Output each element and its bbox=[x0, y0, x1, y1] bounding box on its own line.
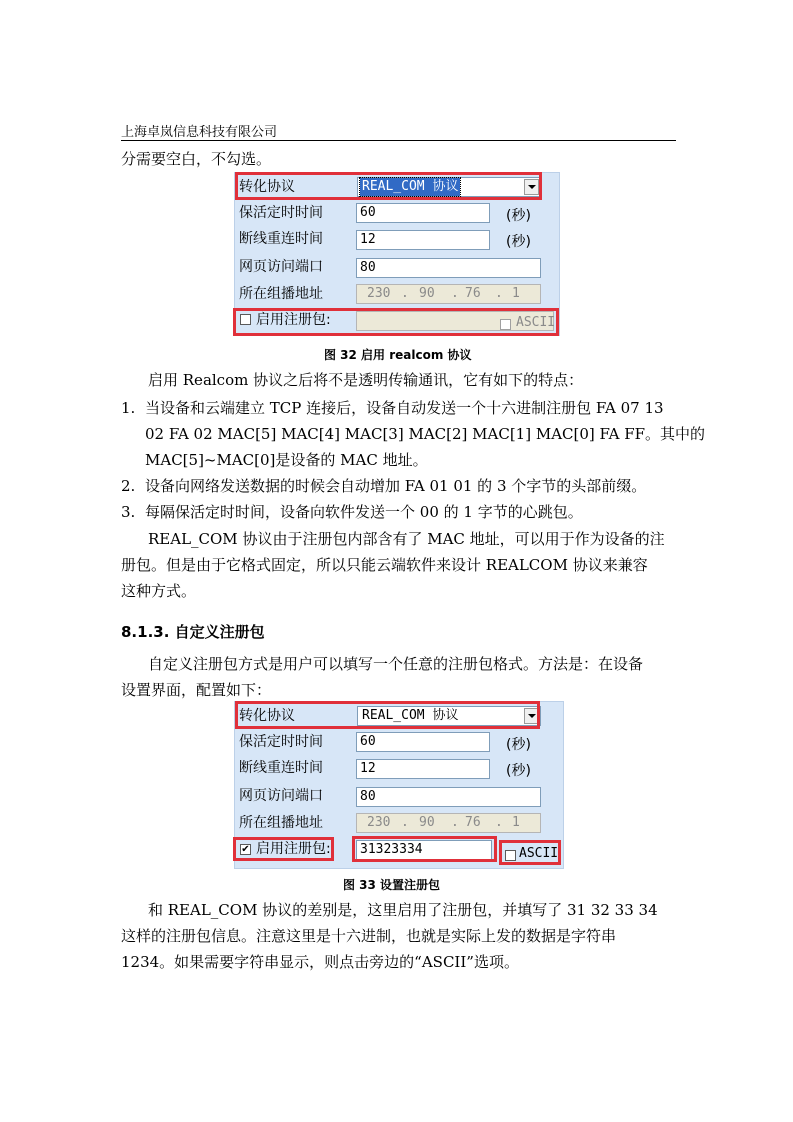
multicast-ip-input bbox=[356, 284, 541, 304]
list-item-line: 设备向网络发送数据的时候会自动增加 FA 01 01 的 3 个字节的头部前缀。 bbox=[145, 477, 647, 495]
paragraph-line: 和 REAL_COM 协议的差别是，这里启用了注册包，并填写了 31 32 33 34 bbox=[148, 901, 658, 919]
paragraph-line: REAL_COM 协议由于注册包内部含有了 MAC 地址，可以用于作为设备的注 bbox=[148, 530, 665, 548]
keepalive-unit: (秒) bbox=[506, 208, 531, 224]
ascii-label: ASCII bbox=[519, 846, 559, 861]
ip-dot: . bbox=[495, 286, 503, 301]
register-label: 启用注册包: bbox=[256, 841, 331, 857]
ip-octet: 230 bbox=[367, 815, 391, 830]
paragraph: 启用 Realcom 协议之后将不是透明传输通讯，它有如下的特点： bbox=[148, 371, 584, 389]
figure-caption-33: 图 33 设置注册包 bbox=[343, 878, 441, 892]
reconnect-unit: (秒) bbox=[506, 234, 531, 250]
list-item-line: 当设备和云端建立 TCP 连接后，设备自动发送一个十六进制注册包 FA 07 13 bbox=[145, 399, 664, 417]
register-input[interactable]: 31323334 bbox=[356, 840, 492, 860]
reconnect-unit: (秒) bbox=[506, 763, 531, 779]
paragraph-line: 自定义注册包方式是用户可以填写一个任意的注册包格式。方法是：在设备 bbox=[148, 655, 644, 673]
ascii-label: ASCII bbox=[516, 315, 556, 330]
keepalive-input[interactable]: 60 bbox=[356, 203, 490, 223]
keepalive-label: 保活定时时间 bbox=[239, 205, 323, 221]
header-divider bbox=[121, 140, 676, 141]
reconnect-label: 断线重连时间 bbox=[239, 760, 323, 776]
highlight-register-value bbox=[352, 836, 497, 862]
ip-octet: 76 bbox=[465, 815, 481, 830]
paragraph-line: 1234。如果需要字符串显示，则点击旁边的“ASCII”选项。 bbox=[121, 953, 519, 971]
highlight-protocol bbox=[235, 701, 540, 729]
ip-octet: 1 bbox=[512, 815, 520, 830]
list-number: 2. bbox=[121, 477, 136, 495]
highlight-protocol bbox=[235, 172, 542, 200]
list-item-line: MAC[5]~MAC[0]是设备的 MAC 地址。 bbox=[145, 451, 428, 469]
register-label: 启用注册包: bbox=[256, 312, 331, 328]
ip-octet: 1 bbox=[512, 286, 520, 301]
keepalive-unit: (秒) bbox=[506, 737, 531, 753]
paragraph-line: 设置界面，配置如下： bbox=[121, 681, 272, 699]
web-port-label: 网页访问端口 bbox=[239, 259, 323, 275]
ip-octet: 76 bbox=[465, 286, 481, 301]
ip-octet: 90 bbox=[419, 286, 435, 301]
ip-octet: 230 bbox=[367, 286, 391, 301]
ip-dot: . bbox=[401, 286, 409, 301]
ip-dot: . bbox=[401, 815, 409, 830]
highlight-register bbox=[233, 308, 559, 336]
list-item-line: 每隔保活定时时间，设备向软件发送一个 00 的 1 字节的心跳包。 bbox=[145, 503, 583, 521]
web-port-label: 网页访问端口 bbox=[239, 788, 323, 804]
list-item-line: 02 FA 02 MAC[5] MAC[4] MAC[3] MAC[2] MAC[1] MAC[0] FA FF。其中的 bbox=[145, 425, 706, 443]
multicast-label: 所在组播地址 bbox=[239, 286, 323, 302]
ip-dot: . bbox=[451, 815, 459, 830]
list-number: 1. bbox=[121, 399, 136, 417]
reconnect-input[interactable]: 12 bbox=[356, 759, 490, 779]
web-port-input[interactable]: 80 bbox=[356, 787, 541, 807]
paragraph-line: 册包。但是由于它格式固定，所以只能云端软件来设计 REALCOM 协议来兼容 bbox=[121, 556, 648, 574]
paragraph-line: 这样的注册包信息。注意这里是十六进制，也就是实际上发的数据是字符串 bbox=[121, 927, 617, 945]
reconnect-input[interactable]: 12 bbox=[356, 230, 490, 250]
figure-caption-32: 图 32 启用 realcom 协议 bbox=[324, 348, 472, 362]
multicast-label: 所在组播地址 bbox=[239, 815, 323, 831]
protocol-label: 转化协议 bbox=[239, 708, 295, 724]
protocol-select-value: REAL_COM 协议 bbox=[362, 708, 459, 723]
keepalive-input[interactable]: 60 bbox=[356, 732, 490, 752]
section-heading: 8.1.3. 自定义注册包 bbox=[121, 623, 265, 641]
ip-dot: . bbox=[451, 286, 459, 301]
paragraph-line: 这种方式。 bbox=[121, 582, 197, 600]
highlight-register-checkbox bbox=[233, 837, 334, 861]
reconnect-label: 断线重连时间 bbox=[239, 231, 323, 247]
list-number: 3. bbox=[121, 503, 136, 521]
protocol-label: 转化协议 bbox=[239, 179, 295, 195]
register-checkbox[interactable]: ✔ bbox=[241, 844, 250, 855]
company-header: 上海卓岚信息科技有限公司 bbox=[121, 125, 278, 140]
intro-line: 分需要空白，不勾选。 bbox=[121, 150, 272, 168]
ip-dot: . bbox=[495, 815, 503, 830]
ip-octet: 90 bbox=[419, 815, 435, 830]
multicast-ip-input bbox=[356, 813, 541, 833]
keepalive-label: 保活定时时间 bbox=[239, 734, 323, 750]
protocol-select-value: REAL_COM 协议 bbox=[362, 179, 459, 194]
web-port-input[interactable]: 80 bbox=[356, 258, 541, 278]
highlight-ascii bbox=[499, 840, 561, 865]
